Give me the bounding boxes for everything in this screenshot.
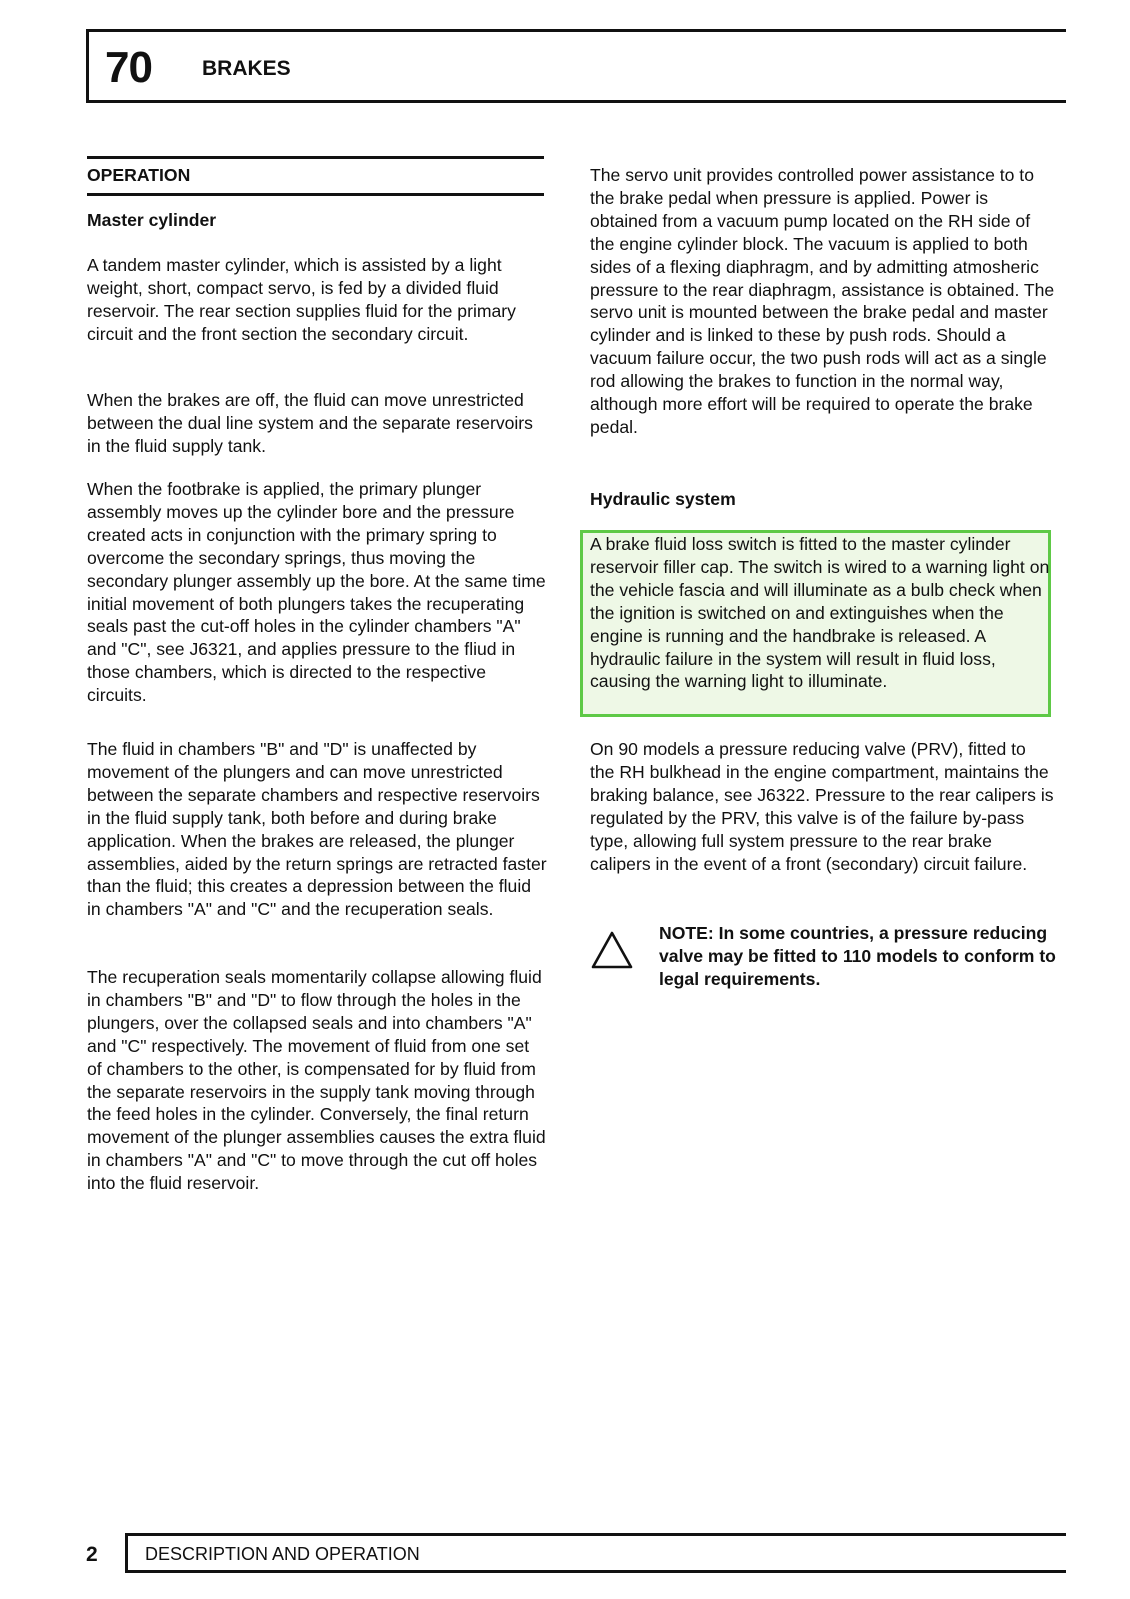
warning-triangle-icon <box>590 930 634 970</box>
paragraph-fluid-loss-switch: A brake fluid loss switch is fitted to the master cylinder reservoir filler cap. The switch is wired to a warning light on the vehicle fascia and will illuminate as a bulb check when the ignition is switched on and extinguishes when the engine is running and the handbrake is released. A hydraulic failure in the system will result in fluid loss, causing the warning light to illuminate. <box>590 534 1050 692</box>
heading-rule-top <box>87 156 544 159</box>
section-title: BRAKES <box>202 57 291 80</box>
hydraulic-system-heading: Hydraulic system <box>590 489 736 509</box>
operation-heading: OPERATION <box>87 165 191 185</box>
heading-rule-bottom <box>87 193 544 196</box>
footer-title: DESCRIPTION AND OPERATION <box>145 1544 420 1564</box>
paragraph-master-cylinder-intro: A tandem master cylinder, which is assisted by a light weight, short, compact servo, is fed by a divided fluid reservoir. The rear section supplies fluid for the primary circuit and the front section the secondary circuit. <box>87 255 516 344</box>
paragraph-servo-unit: The servo unit provides controlled power assistance to to the brake pedal when pressure is applied. Power is obtained from a vacuum pump located on the RH side of the engine cylinder block. The vacuum is applied to both sides of a flexing diaphragm, and by admitting atmosheric pressure to the rear diaphragm, assistance is obtained. The servo unit is mounted between the brake pedal and master cylinder and is linked to these by push rods. Should a vacuum failure occur, the two push rods will act as a single rod allowing the brakes to function in the normal way, although more effort will be required to operate the brake pedal. <box>590 165 1055 437</box>
paragraph-recuperation-seals: The recuperation seals momentarily collapse allowing fluid in chambers "B" and "D" to flow through the holes in the plungers, over the collapsed seals and into chambers "A" and "C" respectively. The movement of fluid from one set of chambers to the other, is compensated for by fluid from the separate reservoirs in the supply tank moving through the feed holes in the cylinder. Conversely, the final return movement of the plunger assemblies causes the extra fluid in chambers "A" and "C" to move through the cut off holes into the fluid reservoir. <box>87 967 546 1194</box>
paragraph-footbrake-applied: When the footbrake is applied, the primary plunger assembly moves up the cylinder bore and the pressure created acts in conjunction with the primary spring to overcome the secondary springs, thus moving the secondary plunger assembly up the bore. At the same time initial movement of both plungers takes the recuperating seals past the cut-off holes in the cylinder chambers "A" and "C", see J6321, and applies pressure to the fliud in those chambers, which is directed to the respective circuits. <box>87 479 546 706</box>
paragraph-chambers-b-d: The fluid in chambers "B" and "D" is unaffected by movement of the plungers and can move unrestricted between the separate chambers and respective reservoirs in the fluid supply tank, both before and during brake application. When the brakes are released, the plunger assemblies, aided by the return springs are retracted faster than the fluid; this creates a depression between the fluid in chambers "A" and "C" and the recuperation seals. <box>87 739 547 920</box>
paragraph-prv: On 90 models a pressure reducing valve (PRV), fitted to the RH bulkhead in the engine compartment, maintains the braking balance, see J6322. Pressure to the rear calipers is regulated by the PRV, this valve is of the failure by-pass type, allowing full system pressure to the rear brake calipers in the event of a front (secondary) circuit failure. <box>590 739 1054 874</box>
paragraph-brakes-off: When the brakes are off, the fluid can move unrestricted between the dual line system and the separate reservoirs in the fluid supply tank. <box>87 390 533 456</box>
note-text: NOTE: In some countries, a pressure reducing valve may be fitted to 110 models to conform to legal requirements. <box>659 923 1056 989</box>
section-number: 70 <box>105 43 152 92</box>
page-number: 2 <box>86 1543 98 1566</box>
master-cylinder-heading: Master cylinder <box>87 210 217 230</box>
